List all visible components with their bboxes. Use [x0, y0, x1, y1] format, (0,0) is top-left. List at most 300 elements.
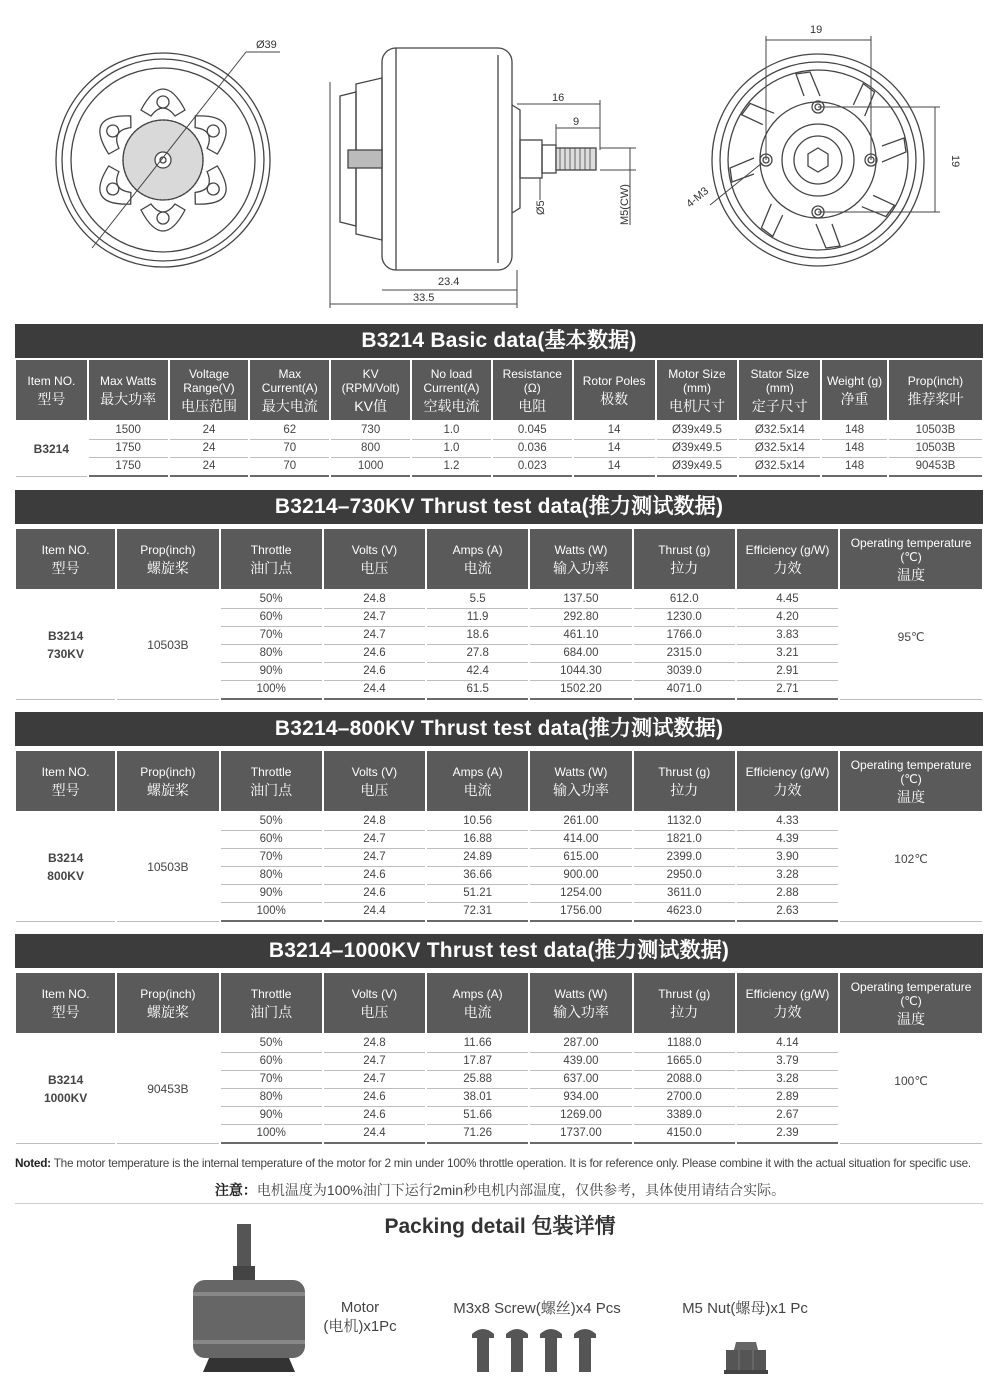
- thrust-730kv-table: [14, 529, 984, 700]
- thrust-800kv-table: [14, 751, 984, 922]
- table-cell: 1766.0: [634, 627, 735, 645]
- thrust-header-6-cn: 拉力: [670, 560, 699, 576]
- thrust-header-4-en: Amps (A): [452, 543, 503, 557]
- motor-image: [185, 1222, 315, 1382]
- table-cell: 414.00: [530, 831, 631, 849]
- thrust-header-5-cn: 输入功率: [552, 560, 609, 576]
- table-cell: Ø32.5x14: [739, 458, 820, 477]
- thrust-header-7-cn: 力效: [773, 1004, 802, 1020]
- table-row: [16, 422, 982, 440]
- basic-header-10: [822, 360, 887, 422]
- thrust-item-cell: [16, 1035, 115, 1144]
- table-cell: 24.8: [324, 813, 425, 831]
- basic-header-1: [89, 360, 168, 422]
- thrust-header-8: [840, 973, 982, 1035]
- thrust-item-line2: 800KV: [47, 869, 84, 883]
- thrust-header-7-en: Efficiency (g/W): [745, 987, 830, 1001]
- table-cell: 1.0: [412, 422, 491, 440]
- thrust-header-2-en: Throttle: [250, 543, 292, 557]
- thrust-header-3-en: Volts (V): [351, 987, 398, 1001]
- thrust-header-5-en: Watts (W): [554, 543, 608, 557]
- thrust-header-1-cn: 螺旋桨: [146, 1004, 189, 1020]
- thrust-1000kv-section: [15, 934, 983, 1144]
- thrust-item-cell: [16, 813, 115, 922]
- table-cell: 1044.30: [530, 663, 631, 681]
- table-cell: 3.83: [737, 627, 838, 645]
- side-body-length-label: 23.4: [438, 276, 460, 288]
- table-row: [16, 591, 982, 609]
- table-cell: 3611.0: [634, 885, 735, 903]
- thrust-item-line2: 1000KV: [43, 1091, 88, 1105]
- thrust-730kv-title: B3214–730KV Thrust test data(推力测试数据): [15, 490, 983, 524]
- basic-header-3-cn: 最大电流: [261, 398, 318, 414]
- thrust-header-7-en: Efficiency (g/W): [745, 543, 830, 557]
- thrust-item-line1: B3214: [47, 1073, 84, 1087]
- table-cell: 10503B: [889, 422, 982, 440]
- table-cell: 1.0: [412, 440, 491, 458]
- thrust-header-1: [117, 529, 218, 591]
- table-cell: 60%: [221, 609, 322, 627]
- table-cell: 0.045: [493, 422, 572, 440]
- table-cell: 36.66: [427, 867, 528, 885]
- basic-header-7-cn: 极数: [600, 391, 629, 407]
- thrust-header-1-en: Prop(inch): [140, 987, 196, 1001]
- packing-motor-line2: (电机)x1Pc: [323, 1318, 397, 1335]
- table-cell: 730: [331, 422, 410, 440]
- thrust-header-2: [221, 529, 322, 591]
- basic-header-11: [889, 360, 982, 422]
- rear-holes-label: 4-M3: [684, 184, 712, 211]
- thrust-header-6: [634, 751, 735, 813]
- table-cell: 24.89: [427, 849, 528, 867]
- table-row: [16, 440, 982, 458]
- basic-header-0-en: Item NO.: [27, 374, 76, 388]
- thrust-header-8-en: Operating temperature (℃): [850, 536, 972, 564]
- table-cell: 3.21: [737, 645, 838, 663]
- table-cell: 24.6: [324, 867, 425, 885]
- basic-header-5-en: No load Current(A): [423, 367, 480, 395]
- thrust-header-2-en: Throttle: [250, 987, 292, 1001]
- table-cell: 3389.0: [634, 1107, 735, 1125]
- table-cell: 24.6: [324, 663, 425, 681]
- thrust-temperature-cell: 100℃: [840, 1035, 982, 1144]
- table-cell: 3039.0: [634, 663, 735, 681]
- table-cell: 1737.00: [530, 1125, 631, 1144]
- table-cell: 3.90: [737, 849, 838, 867]
- thrust-header-1: [117, 973, 218, 1035]
- basic-header-6-cn: 电阻: [518, 398, 547, 414]
- table-cell: 70: [250, 458, 329, 477]
- thrust-temperature-cell: 95℃: [840, 591, 982, 700]
- thrust-header-0-en: Item NO.: [41, 987, 90, 1001]
- thrust-prop-cell: 10503B: [117, 813, 218, 922]
- thrust-header-8: [840, 529, 982, 591]
- thrust-header-8-cn: 温度: [897, 567, 926, 583]
- table-cell: 24.7: [324, 831, 425, 849]
- table-cell: 24: [170, 458, 249, 477]
- thrust-header-6-cn: 拉力: [670, 1004, 699, 1020]
- thrust-item-line1: B3214: [47, 629, 84, 643]
- table-cell: 10.56: [427, 813, 528, 831]
- table-cell: 1502.20: [530, 681, 631, 700]
- table-cell: 148: [822, 422, 887, 440]
- table-cell: 2950.0: [634, 867, 735, 885]
- table-cell: 90%: [221, 1107, 322, 1125]
- table-cell: 2088.0: [634, 1071, 735, 1089]
- basic-header-4-cn: KV值: [354, 398, 387, 414]
- thrust-header-7-cn: 力效: [773, 782, 802, 798]
- thrust-header-8-en: Operating temperature (℃): [850, 980, 972, 1008]
- thrust-header-2-cn: 油门点: [250, 1004, 293, 1020]
- thrust-header-4: [427, 973, 528, 1035]
- thrust-item-line2: 730KV: [47, 647, 84, 661]
- thrust-header-2: [221, 973, 322, 1035]
- table-cell: 900.00: [530, 867, 631, 885]
- packing-motor-line1: Motor: [340, 1299, 380, 1316]
- table-cell: 10503B: [889, 440, 982, 458]
- thrust-header-5-en: Watts (W): [554, 987, 608, 1001]
- table-cell: 1750: [89, 440, 168, 458]
- table-cell: 24.7: [324, 1071, 425, 1089]
- table-cell: 461.10: [530, 627, 631, 645]
- table-cell: 1756.00: [530, 903, 631, 922]
- table-cell: 24.7: [324, 849, 425, 867]
- table-cell: 80%: [221, 645, 322, 663]
- side-shaft-diameter-label: Ø5: [535, 200, 547, 215]
- thrust-header-0: [16, 973, 115, 1035]
- table-cell: 17.87: [427, 1053, 528, 1071]
- table-cell: 2399.0: [634, 849, 735, 867]
- table-cell: 637.00: [530, 1071, 631, 1089]
- basic-header-9-en: Stator Size (mm): [750, 367, 810, 395]
- thrust-header-6-en: Thrust (g): [658, 765, 711, 779]
- table-cell: 80%: [221, 867, 322, 885]
- table-cell: 70%: [221, 1071, 322, 1089]
- thrust-header-1-en: Prop(inch): [140, 765, 196, 779]
- table-cell: 1230.0: [634, 609, 735, 627]
- thrust-header-1-en: Prop(inch): [140, 543, 196, 557]
- thrust-header-2-cn: 油门点: [250, 782, 293, 798]
- basic-header-2-en: Voltage Range(V): [183, 367, 235, 395]
- basic-item-cell: B3214: [16, 422, 87, 477]
- table-cell: 2.39: [737, 1125, 838, 1144]
- basic-header-8-en: Motor Size (mm): [668, 367, 726, 395]
- basic-body: [16, 422, 982, 477]
- table-cell: 2.89: [737, 1089, 838, 1107]
- table-cell: 72.31: [427, 903, 528, 922]
- table-cell: 1269.00: [530, 1107, 631, 1125]
- basic-header-0: [16, 360, 87, 422]
- side-shaft-length-label: 16: [552, 92, 565, 104]
- thrust-prop-cell: 10503B: [117, 591, 218, 700]
- thrust-header-0: [16, 529, 115, 591]
- note-cn-label: 注意：: [214, 1182, 257, 1198]
- thrust-header-5: [530, 529, 631, 591]
- table-cell: 24.4: [324, 1125, 425, 1144]
- table-cell: 439.00: [530, 1053, 631, 1071]
- basic-header-4: [331, 360, 410, 422]
- table-cell: 24: [170, 440, 249, 458]
- table-cell: 4071.0: [634, 681, 735, 700]
- thrust-header-7-cn: 力效: [773, 560, 802, 576]
- note-label: Noted:: [15, 1156, 51, 1170]
- thrust-item-line1: B3214: [47, 851, 84, 865]
- basic-header-11-cn: 推荐桨叶: [907, 391, 964, 407]
- table-cell: 24.6: [324, 885, 425, 903]
- table-cell: 90453B: [889, 458, 982, 477]
- thrust-header-2-cn: 油门点: [250, 560, 293, 576]
- table-cell: 24.7: [324, 609, 425, 627]
- table-cell: 4.14: [737, 1035, 838, 1053]
- thrust-header-7: [737, 751, 838, 813]
- basic-header-5-cn: 空载电流: [423, 398, 480, 414]
- table-cell: 50%: [221, 1035, 322, 1053]
- table-cell: 1000: [331, 458, 410, 477]
- thrust-header-0: [16, 751, 115, 813]
- table-cell: 4.39: [737, 831, 838, 849]
- thrust-header-6: [634, 529, 735, 591]
- basic-header-7: [574, 360, 655, 422]
- table-cell: 60%: [221, 1053, 322, 1071]
- thrust-header-5: [530, 751, 631, 813]
- rear-view-drawing: [710, 36, 940, 266]
- thrust-header-0-en: Item NO.: [41, 543, 90, 557]
- side-view-drawing: [330, 48, 636, 308]
- thrust-1000kv-title: B3214–1000KV Thrust test data(推力测试数据): [15, 934, 983, 968]
- table-cell: 0.023: [493, 458, 572, 477]
- table-cell: 4.33: [737, 813, 838, 831]
- table-cell: 70%: [221, 627, 322, 645]
- table-cell: 100%: [221, 1125, 322, 1144]
- table-cell: 1188.0: [634, 1035, 735, 1053]
- basic-data-title: B3214 Basic data(基本数据): [15, 324, 983, 358]
- table-cell: 4.45: [737, 591, 838, 609]
- thrust-header-row: [16, 973, 982, 1035]
- table-cell: 292.80: [530, 609, 631, 627]
- rear-spacing-y-label: 19: [949, 155, 961, 168]
- table-cell: 1.2: [412, 458, 491, 477]
- table-cell: 24.8: [324, 1035, 425, 1053]
- table-cell: 1500: [89, 422, 168, 440]
- thrust-header-3: [324, 529, 425, 591]
- front-diameter-label: Ø39: [256, 39, 277, 51]
- table-cell: 24.6: [324, 1089, 425, 1107]
- side-total-length-label: 33.5: [413, 292, 435, 304]
- table-cell: 42.4: [427, 663, 528, 681]
- packing-motor-label: [310, 1298, 410, 1336]
- table-cell: 24.7: [324, 627, 425, 645]
- basic-header-6-en: Resistance (Ω): [502, 367, 562, 395]
- table-cell: 24.6: [324, 645, 425, 663]
- basic-header-11-en: Prop(inch): [907, 374, 964, 388]
- basic-header-8-cn: 电机尺寸: [668, 398, 725, 414]
- table-cell: 287.00: [530, 1035, 631, 1053]
- thrust-header-5: [530, 973, 631, 1035]
- table-cell: 615.00: [530, 849, 631, 867]
- basic-header-3-en: Max Current(A): [261, 367, 318, 395]
- table-cell: 100%: [221, 681, 322, 700]
- thrust-header-1-cn: 螺旋桨: [146, 782, 189, 798]
- thrust-header-7-en: Efficiency (g/W): [745, 765, 830, 779]
- table-cell: 70%: [221, 849, 322, 867]
- table-cell: 148: [822, 458, 887, 477]
- nut-image: [722, 1340, 770, 1376]
- table-cell: 38.01: [427, 1089, 528, 1107]
- table-cell: 2.71: [737, 681, 838, 700]
- table-cell: 148: [822, 440, 887, 458]
- thrust-header-row: [16, 751, 982, 813]
- table-cell: 0.036: [493, 440, 572, 458]
- front-view-drawing: [56, 52, 280, 267]
- table-row: [16, 813, 982, 831]
- thrust-header-4-en: Amps (A): [452, 765, 503, 779]
- thrust-730kv-section: [15, 490, 983, 700]
- table-cell: 5.5: [427, 591, 528, 609]
- table-cell: 90%: [221, 663, 322, 681]
- basic-header-4-en: KV (RPM/Volt): [341, 367, 400, 395]
- table-cell: 14: [574, 422, 655, 440]
- thrust-header-1: [117, 751, 218, 813]
- packing-screw-label: M3x8 Screw(螺丝)x4 Pcs: [453, 1300, 621, 1317]
- table-cell: 51.66: [427, 1107, 528, 1125]
- table-cell: 934.00: [530, 1089, 631, 1107]
- thrust-header-5-cn: 输入功率: [552, 1004, 609, 1020]
- thrust-header-3-cn: 电压: [360, 782, 389, 798]
- thrust-item-cell: [16, 591, 115, 700]
- table-cell: 16.88: [427, 831, 528, 849]
- thrust-header-7: [737, 529, 838, 591]
- table-cell: 1750: [89, 458, 168, 477]
- basic-header-2-cn: 电压范围: [180, 398, 237, 414]
- basic-header-5: [412, 360, 491, 422]
- table-cell: 24.7: [324, 1053, 425, 1071]
- thrust-1000kv-table: [14, 973, 984, 1144]
- basic-header-9-cn: 定子尺寸: [751, 398, 808, 414]
- thrust-header-3: [324, 751, 425, 813]
- table-cell: 24.6: [324, 1107, 425, 1125]
- table-cell: 2.63: [737, 903, 838, 922]
- table-cell: Ø39x49.5: [657, 422, 738, 440]
- thrust-header-1-cn: 螺旋桨: [146, 560, 189, 576]
- table-cell: Ø39x49.5: [657, 458, 738, 477]
- basic-header-1-en: Max Watts: [100, 374, 157, 388]
- thrust-header-2: [221, 751, 322, 813]
- table-cell: 14: [574, 458, 655, 477]
- packing-title: Packing detail 包装详情: [384, 1215, 616, 1238]
- table-cell: 4623.0: [634, 903, 735, 922]
- basic-header-3: [250, 360, 329, 422]
- thrust-header-4-cn: 电流: [463, 782, 492, 798]
- table-row: [16, 1035, 982, 1053]
- thrust-800kv-section: [15, 712, 983, 922]
- thrust-header-2-en: Throttle: [250, 765, 292, 779]
- thrust-header-6-en: Thrust (g): [658, 543, 711, 557]
- table-row: [16, 458, 982, 477]
- table-cell: 24.4: [324, 903, 425, 922]
- table-cell: 3.28: [737, 1071, 838, 1089]
- note-en: [15, 1156, 990, 1170]
- table-cell: 612.0: [634, 591, 735, 609]
- thrust-header-0-cn: 型号: [51, 560, 80, 576]
- table-cell: 11.9: [427, 609, 528, 627]
- basic-header-6: [493, 360, 572, 422]
- thrust-header-4: [427, 529, 528, 591]
- table-cell: 2.88: [737, 885, 838, 903]
- thrust-header-0-cn: 型号: [51, 782, 80, 798]
- basic-header-10-en: Weight (g): [827, 374, 883, 388]
- table-cell: 62: [250, 422, 329, 440]
- table-cell: 71.26: [427, 1125, 528, 1144]
- table-cell: 3.28: [737, 867, 838, 885]
- basic-header-9: [739, 360, 820, 422]
- basic-data-table: [14, 360, 984, 477]
- table-cell: 137.50: [530, 591, 631, 609]
- table-cell: 24.8: [324, 591, 425, 609]
- side-thread-label: M5(CW): [619, 184, 631, 225]
- table-cell: 4.20: [737, 609, 838, 627]
- table-cell: 800: [331, 440, 410, 458]
- table-cell: 25.88: [427, 1071, 528, 1089]
- table-cell: 27.8: [427, 645, 528, 663]
- divider: [15, 1203, 983, 1204]
- table-cell: Ø32.5x14: [739, 440, 820, 458]
- thrust-800kv-title: B3214–800KV Thrust test data(推力测试数据): [15, 712, 983, 746]
- basic-header-0-cn: 型号: [37, 391, 66, 407]
- table-cell: 100%: [221, 903, 322, 922]
- thrust-header-4: [427, 751, 528, 813]
- table-cell: 50%: [221, 813, 322, 831]
- table-cell: Ø32.5x14: [739, 422, 820, 440]
- screws-image: [468, 1326, 600, 1376]
- packing-nut-label: M5 Nut(螺母)x1 Pc: [682, 1300, 808, 1317]
- basic-header-7-en: Rotor Poles: [582, 374, 646, 388]
- basic-header-1-cn: 最大功率: [100, 391, 157, 407]
- thrust-header-8-en: Operating temperature (℃): [850, 758, 972, 786]
- rear-spacing-x-label: 19: [810, 24, 823, 36]
- basic-header-8: [657, 360, 738, 422]
- thrust-header-0-en: Item NO.: [41, 765, 90, 779]
- side-thread-length-label: 9: [573, 116, 580, 128]
- table-cell: 60%: [221, 831, 322, 849]
- thrust-header-4-en: Amps (A): [452, 987, 503, 1001]
- thrust-temperature-cell: 102℃: [840, 813, 982, 922]
- thrust-header-4-cn: 电流: [463, 1004, 492, 1020]
- table-cell: 3.79: [737, 1053, 838, 1071]
- thrust-header-7: [737, 973, 838, 1035]
- thrust-header-3-en: Volts (V): [351, 765, 398, 779]
- table-cell: 1254.00: [530, 885, 631, 903]
- table-cell: 90%: [221, 885, 322, 903]
- note-cn: [0, 1180, 1000, 1200]
- basic-data-section: [15, 324, 983, 477]
- basic-header-row: [16, 360, 982, 422]
- table-cell: 24: [170, 422, 249, 440]
- thrust-header-3-en: Volts (V): [351, 543, 398, 557]
- table-cell: 24.4: [324, 681, 425, 700]
- table-cell: 2315.0: [634, 645, 735, 663]
- table-cell: 684.00: [530, 645, 631, 663]
- table-cell: 50%: [221, 591, 322, 609]
- thrust-prop-cell: 90453B: [117, 1035, 218, 1144]
- table-cell: 14: [574, 440, 655, 458]
- thrust-header-8: [840, 751, 982, 813]
- thrust-header-8-cn: 温度: [897, 1011, 926, 1027]
- table-cell: 1665.0: [634, 1053, 735, 1071]
- thrust-header-6-cn: 拉力: [670, 782, 699, 798]
- basic-header-2: [170, 360, 249, 422]
- dimension-drawings: [0, 0, 1000, 318]
- thrust-header-3: [324, 973, 425, 1035]
